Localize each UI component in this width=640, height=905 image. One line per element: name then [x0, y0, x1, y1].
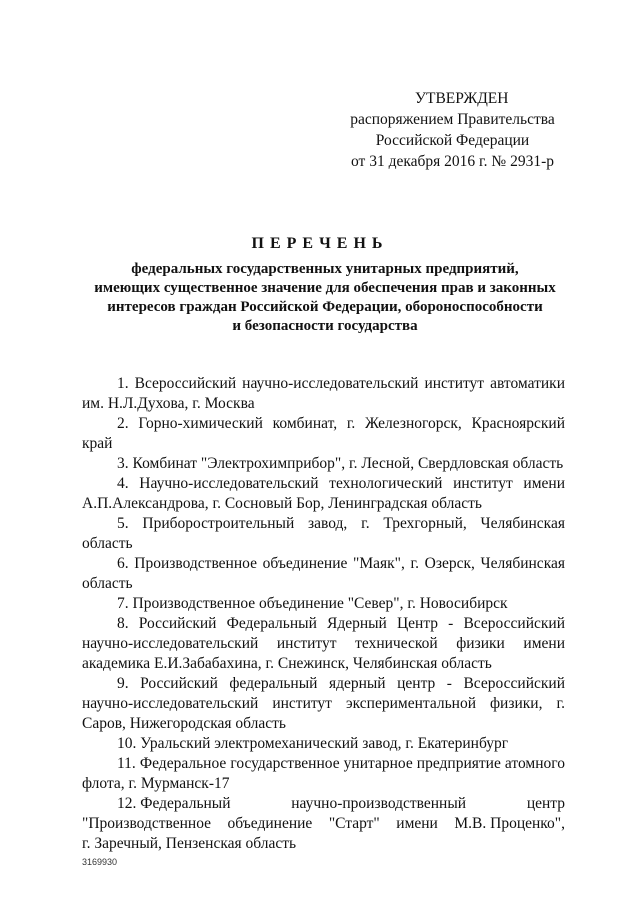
list-item: 5. Приборостроительный завод, г. Трехгорный, Челябинская область — [82, 515, 565, 552]
word: 12. Федеральный — [117, 795, 231, 812]
list-item: 1. Всероссийский научно-исследовательский институт автоматики им. Н.Л.Духова, г. Москва — [82, 375, 565, 412]
word: центр — [526, 795, 565, 812]
list-item: 6. Производственное объединение "Маяк", г. Озерск, Челябинская область — [82, 555, 565, 592]
list-item — [82, 794, 565, 854]
subtitle-line: имеющих существенное значение для обеспечения прав и законных — [94, 280, 556, 296]
approval-block — [340, 88, 565, 172]
word: "Старт" — [328, 815, 380, 832]
approval-authority: распоряжением Правительства — [350, 111, 555, 128]
list-item: 7. Производственное объединение "Север", г. Новосибирск — [117, 595, 508, 612]
list-item-row — [82, 814, 565, 834]
list-item-row: г. Заречный, Пензенская область — [82, 835, 297, 852]
list-item: 4. Научно-исследовательский технологический институт имени А.П.Александрова, г. Сосновый Бор, Ленинградская область — [82, 475, 565, 512]
document-code: 3169930 — [82, 857, 118, 867]
word: имени — [396, 815, 438, 832]
list-item: 8. Российский Федеральный Ядерный Центр - Всероссийский научно-исследовательский институт технической физики имени академика Е.И.Забабахина, г. Снежинск, Челябинская область — [82, 615, 565, 672]
document-title: ПЕРЕЧЕНЬ — [251, 235, 389, 252]
list-item: 3. Комбинат "Электрохимприбор", г. Лесной, Свердловская область — [117, 455, 564, 472]
list-item: 9. Российский федеральный ядерный центр - Всероссийский научно-исследовательский институт экспериментальной физики, г. Саров, Нижегородская область — [82, 675, 565, 732]
word: научно-производственный — [291, 795, 467, 812]
word: М.В. Проценко", — [454, 815, 565, 832]
subtitle-line: и безопасности государства — [232, 318, 418, 334]
list-item-row — [82, 794, 565, 814]
approval-country: Российской Федерации — [375, 132, 530, 149]
enterprise-list — [82, 374, 565, 854]
word: "Производственное — [82, 815, 212, 832]
approval-status: УТВЕРЖДЕН — [415, 90, 509, 107]
list-item: 11. Федеральное государственное унитарное предприятие атомного флота, г. Мурманск-17 — [82, 755, 565, 792]
approval-date-number: от 31 декабря 2016 г. № 2931-р — [351, 153, 554, 170]
subtitle-line: федеральных государственных унитарных предприятий, — [131, 261, 519, 277]
document-subtitle — [90, 260, 560, 336]
list-item: 10. Уральский электромеханический завод, г. Екатеринбург — [117, 735, 509, 752]
word: объединение — [227, 815, 313, 832]
list-item: 2. Горно-химический комбинат, г. Железногорск, Красноярский край — [82, 415, 565, 452]
subtitle-line: интересов граждан Российской Федерации, обороноспособности — [107, 299, 543, 315]
